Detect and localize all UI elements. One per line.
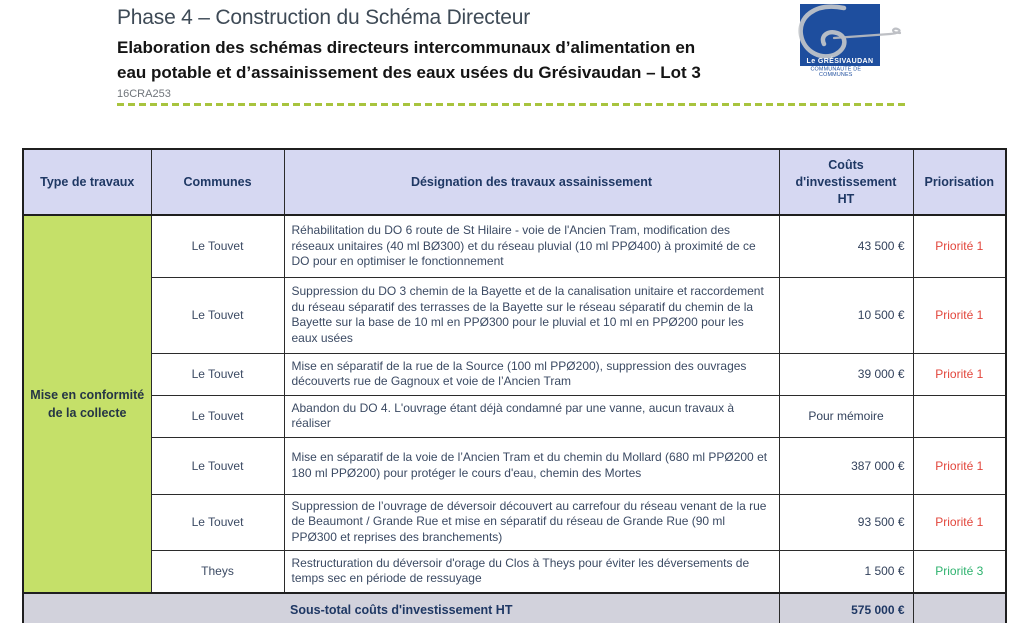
subtotal-label: Sous-total coûts d'investissement HT bbox=[23, 593, 779, 623]
commune-cell: Le Touvet bbox=[151, 494, 284, 550]
column-header-type-travaux: Type de travaux bbox=[23, 149, 151, 215]
designation-cell: Réhabilitation du DO 6 route de St Hilaire - voie de l'Ancien Tram, modification des réseaux unitaires (40 ml BØ300) et du réseau pluvial (10 ml PPØ400) à proximité de ce DO pour en optimiser le fonctionnement bbox=[284, 215, 779, 277]
table-row bbox=[23, 353, 1006, 395]
table-row bbox=[23, 550, 1006, 593]
designation-cell: Mise en séparatif de la rue de la Source (100 ml PPØ200), suppression des ouvrages découverts rue de Gagnoux et voie de l’Ancien Tram bbox=[284, 353, 779, 395]
commune-cell: Le Touvet bbox=[151, 215, 284, 277]
table-row bbox=[23, 437, 1006, 494]
works-table bbox=[22, 148, 1007, 623]
commune-cell: Le Touvet bbox=[151, 437, 284, 494]
priority-cell: Priorité 1 bbox=[913, 277, 1006, 353]
table-row bbox=[23, 277, 1006, 353]
page-title: Phase 4 – Construction du Schéma Directeur bbox=[117, 6, 530, 29]
logo-square bbox=[800, 4, 880, 66]
table-row bbox=[23, 494, 1006, 550]
subtotal-row bbox=[23, 593, 1006, 623]
designation-cell: Suppression du DO 3 chemin de la Bayette et de la canalisation unitaire et raccordement du réseau séparatif des terrasses de la Bayette sur le réseau séparatif du chemin de la Bayette sur la base de 10 ml en PPØ300 pour le pluvial et 10 ml en PPØ200 pour les eaux usées bbox=[284, 277, 779, 353]
table-row bbox=[23, 215, 1006, 277]
column-header-priorisation: Priorisation bbox=[913, 149, 1006, 215]
cost-cell: 10 500 € bbox=[779, 277, 913, 353]
priority-cell: Priorité 1 bbox=[913, 494, 1006, 550]
designation-cell: Suppression de l’ouvrage de déversoir découvert au carrefour du réseau venant de la rue de Beaumont / Grande Rue et mise en séparatif du réseau de Grande Rue (90 ml PPØ300 et reprises des branchements) bbox=[284, 494, 779, 550]
table-row bbox=[23, 395, 1006, 437]
priority-cell: Priorité 1 bbox=[913, 215, 1006, 277]
works-table-header bbox=[23, 149, 1006, 215]
commune-cell: Le Touvet bbox=[151, 395, 284, 437]
page-subtitle-line1: Elaboration des schémas directeurs intercommunaux d’alimentation en bbox=[117, 38, 696, 57]
designation-cell: Mise en séparatif de la voie de l’Ancien Tram et du chemin du Mollard (680 ml PPØ200 et 180 ml PPØ200) pour protéger le cours d'eau, chemin des Mortes bbox=[284, 437, 779, 494]
column-header-communes: Communes bbox=[151, 149, 284, 215]
subtotal-value: 575 000 € bbox=[779, 593, 913, 623]
cost-cell: Pour mémoire bbox=[779, 395, 913, 437]
logo-org-name: Le GRÉSIVAUDAN bbox=[806, 58, 874, 65]
document-header bbox=[117, 6, 817, 100]
priority-cell: Priorité 1 bbox=[913, 353, 1006, 395]
document-reference: 16CRA253 bbox=[117, 88, 171, 100]
priority-cell bbox=[913, 395, 1006, 437]
works-table-body bbox=[23, 215, 1006, 593]
priority-cell: Priorité 1 bbox=[913, 437, 1006, 494]
designation-cell: Restructuration du déversoir d'orage du Clos à Theys pour éviter les déversements de temps sec en période de ressuyage bbox=[284, 550, 779, 593]
column-header-designation: Désignation des travaux assainissement bbox=[284, 149, 779, 215]
commune-cell: Theys bbox=[151, 550, 284, 593]
cost-cell: 387 000 € bbox=[779, 437, 913, 494]
gresivaudan-logo bbox=[798, 4, 908, 79]
cost-cell: 39 000 € bbox=[779, 353, 913, 395]
subtotal-empty-cell bbox=[913, 593, 1006, 623]
page-subtitle-line2: eau potable et d’assainissement des eaux usées du Grésivaudan – Lot 3 bbox=[117, 63, 701, 82]
priority-cell: Priorité 3 bbox=[913, 550, 1006, 593]
designation-cell: Abandon du DO 4. L'ouvrage étant déjà condamné par une vanne, aucun travaux à réaliser bbox=[284, 395, 779, 437]
column-header-couts: Coûts d'investissement HT bbox=[779, 149, 913, 215]
cost-cell: 43 500 € bbox=[779, 215, 913, 277]
cost-cell: 1 500 € bbox=[779, 550, 913, 593]
group-label-cell: Mise en conformité de la collecte bbox=[23, 215, 151, 593]
cost-cell: 93 500 € bbox=[779, 494, 913, 550]
commune-cell: Le Touvet bbox=[151, 277, 284, 353]
divider-dashed-line bbox=[117, 103, 908, 106]
commune-cell: Le Touvet bbox=[151, 353, 284, 395]
logo-org-tagline: COMMUNAUTÉ DE COMMUNES bbox=[810, 67, 862, 78]
page-subtitle bbox=[117, 35, 817, 85]
